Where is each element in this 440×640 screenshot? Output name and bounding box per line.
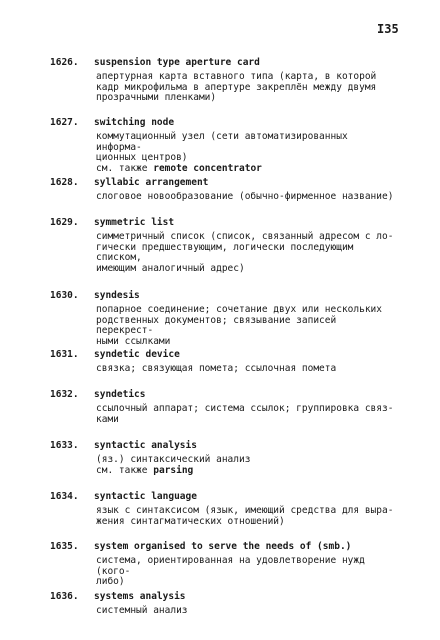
entry-head [50,491,395,502]
entry-term: syntactic language [94,491,197,502]
glossary-entry [50,117,395,174]
see-also-term: parsing [153,464,194,476]
entry-definition: система, ориентированная на удовлетворение нужд (кого- либо) [96,555,365,587]
entry-definition: коммутационный узел (сети автоматизированных информа- ционных центров) [96,131,348,163]
entry-head [50,591,395,602]
entry-definition: (яз.) синтаксический анализ [96,454,251,465]
glossary-entry [50,290,395,347]
entry-definition: слоговое новообразование (обычно-фирменное название) [96,191,394,202]
entry-see-also [96,466,395,477]
entry-definition: ссылочный аппарат; система ссылок; группировка связ- ками [96,403,394,425]
page-number: I35 [377,22,399,36]
glossary-entry [50,389,395,425]
entry-definition: связка; связующая помета; ссылочная помета [96,363,337,374]
entry-term: switching node [94,117,175,128]
entry-term: system organised to serve the needs of (smb.) [94,541,352,552]
entry-head [50,440,395,451]
entry-term: syllabic arrangement [94,177,209,188]
entry-definition: апертурная карта вставного типа (карта, в которой кадр микрофильма в апертуре закреплён между двумя прозрачными пленками) [96,71,377,103]
entry-number: 1627. [50,117,79,128]
glossary-entry [50,177,395,203]
entry-number: 1636. [50,591,79,602]
see-also-term: remote concentrator [153,162,262,174]
glossary-entry [50,217,395,274]
entry-term: syntactic analysis [94,440,197,451]
entry-definition: язык с синтаксисом (язык, имеющий средства для выра- жения синтагматических отношений) [96,505,394,527]
entry-head [50,541,395,552]
entry-number: 1635. [50,541,79,552]
entry-number: 1632. [50,389,79,400]
entry-definition: системный анализ [96,605,188,616]
glossary-entry [50,541,395,588]
entry-term: symmetric list [94,217,175,228]
see-also-prefix: см. также [96,162,148,174]
entry-definition: симметричный список (список, связанный адресом с ло- гически предшествующим, логически последующим списком, имеющим аналогичный адрес) [96,231,394,274]
entry-definition: попарное соединение; сочетание двух или нескольких родственных документов; связывание записей перекрест- ными ссылками [96,304,382,347]
entry-head [50,349,395,360]
entry-see-also [96,164,395,175]
entry-head [50,117,395,128]
entry-number: 1628. [50,177,79,188]
entry-number: 1633. [50,440,79,451]
entry-head [50,217,395,228]
entry-term: syndetics [94,389,146,400]
entry-head [50,389,395,400]
entry-number: 1631. [50,349,79,360]
entry-term: systems analysis [94,591,186,602]
entry-head [50,177,395,188]
entry-term: syndesis [94,290,140,301]
entry-term: syndetic device [94,349,180,360]
entry-head [50,57,395,68]
entry-number: 1629. [50,217,79,228]
glossary-entry [50,349,395,375]
glossary-entry [50,491,395,527]
entry-head [50,290,395,301]
entry-number: 1630. [50,290,79,301]
entry-number: 1626. [50,57,79,68]
glossary-entry [50,591,395,617]
entry-number: 1634. [50,491,79,502]
entry-term: suspension type aperture card [94,57,260,68]
glossary-entry [50,57,395,104]
see-also-prefix: см. также [96,464,148,476]
glossary-entry [50,440,395,476]
